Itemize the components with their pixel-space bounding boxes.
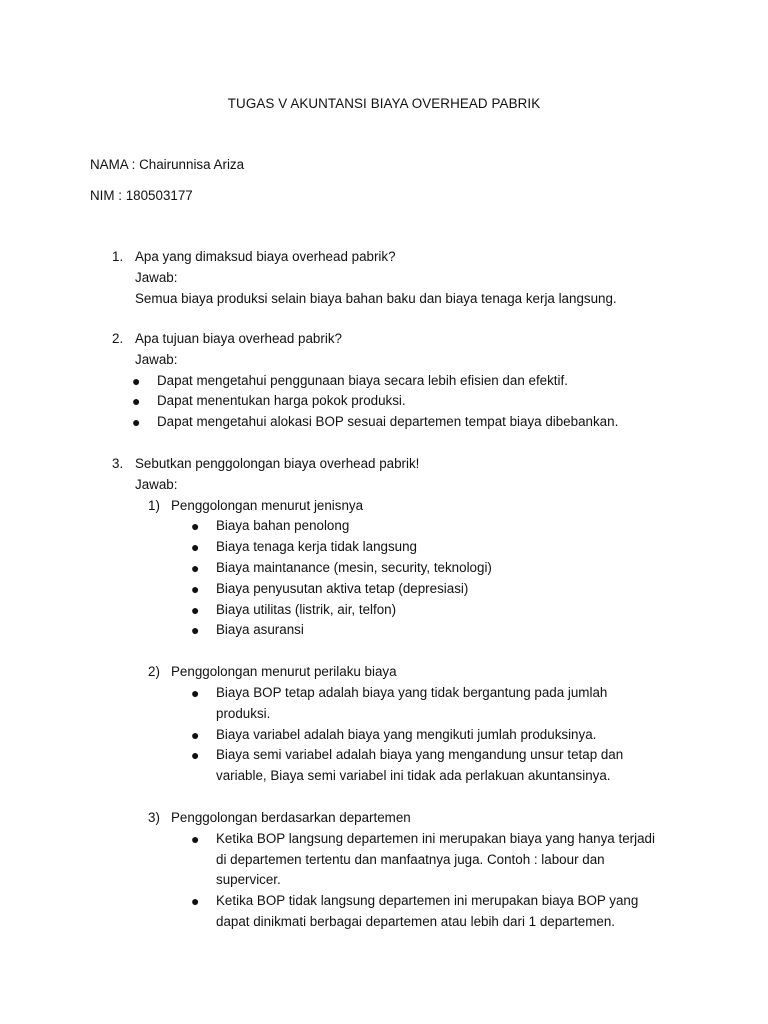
list-item: ● Biaya tenaga kerja tidak langsung: [112, 537, 712, 558]
list-item: ● Biaya utilitas (listrik, air, telfon): [112, 600, 712, 621]
classification-group-3: [112, 808, 712, 933]
answer-label: Jawab:: [135, 476, 178, 492]
bullet-icon: ●: [191, 559, 200, 576]
bullet-icon: ●: [191, 684, 200, 701]
question-number: 2.: [112, 331, 124, 346]
bullet-icon: ●: [132, 393, 141, 410]
bullet-icon: ●: [191, 601, 200, 618]
list-item: ● Biaya penyusutan aktiva tetap (depresiasi): [112, 579, 712, 600]
bullet-icon: ●: [191, 518, 200, 535]
list-item: ● Dapat mengetahui alokasi BOP sesuai departemen tempat biaya dibebankan.: [112, 412, 712, 433]
group-number: 3): [148, 809, 160, 825]
list-item: ● Dapat mengetahui penggunaan biaya secara lebih efisien dan efektif.: [112, 371, 712, 392]
group-heading: 3) Penggolongan berdasarkan departemen: [112, 808, 712, 829]
group-number: 1): [148, 497, 160, 513]
group-number: 2): [148, 664, 160, 680]
list-item: ● Biaya variabel adalah biaya yang mengikuti jumlah produksinya.: [112, 725, 656, 746]
list-item: ● Ketika BOP tidak langsung departemen ini merupakan biaya BOP yang dapat dinikmati berbagai departemen atau lebih dari 1 departemen.: [191, 893, 639, 929]
list-item: ● Dapat menentukan harga pokok produksi.: [112, 391, 712, 412]
answer-label: Jawab:: [135, 269, 178, 285]
question-number: 3.: [112, 456, 124, 471]
question-text: Sebutkan penggolongan biaya overhead pabrik!: [135, 456, 420, 471]
list-item: ● Biaya bahan penolong: [112, 516, 712, 537]
list-item: ● Ketika BOP langsung departemen ini merupakan biaya yang hanya terjadi di departemen tertentu dan manfaatnya juga. Contoh : labour dan supervicer.: [191, 830, 655, 888]
document-title: TUGAS V AKUNTANSI BIAYA OVERHEAD PABRIK: [227, 96, 541, 111]
student-name: NAMA : Chairunnisa Ariza: [90, 157, 245, 172]
bullet-icon: ●: [191, 893, 200, 910]
classification-group-1: [112, 496, 712, 642]
bullet-icon: ●: [191, 830, 200, 847]
student-nim: NIM : 180503177: [90, 188, 193, 203]
bullet-icon: ●: [191, 726, 200, 743]
bullet-icon: ●: [191, 580, 200, 597]
group-heading: 2) Penggolongan menurut perilaku biaya: [112, 662, 712, 683]
question-1: [112, 247, 712, 309]
list-item: ● Biaya BOP tetap adalah biaya yang tidak bergantung pada jumlah produksi.: [191, 684, 608, 721]
bullet-icon: ●: [132, 372, 141, 389]
classification-group-2: [112, 662, 712, 787]
question-number: 1.: [112, 249, 124, 264]
answer-text: Semua biaya produksi selain biaya bahan baku dan biaya tenaga kerja langsung.: [135, 290, 617, 306]
list-item: ● Biaya asuransi: [112, 620, 712, 641]
question-3: [112, 454, 712, 933]
bullet-icon: ●: [191, 539, 200, 556]
question-text: Apa tujuan biaya overhead pabrik?: [135, 331, 342, 346]
bullet-icon: ●: [132, 414, 141, 431]
bullet-icon: ●: [191, 622, 200, 639]
question-2: [112, 329, 712, 433]
question-text: Apa yang dimaksud biaya overhead pabrik?: [135, 249, 396, 264]
answer-label: Jawab:: [135, 351, 178, 367]
list-item: ● Biaya maintanance (mesin, security, teknologi): [112, 558, 712, 579]
list-item: ● Biaya semi variabel adalah biaya yang mengandung unsur tetap dan variable, Biaya semi variabel ini tidak ada perlakuan akuntansinya.: [191, 747, 624, 784]
bullet-icon: ●: [191, 747, 200, 764]
group-heading: 1) Penggolongan menurut jenisnya: [112, 496, 712, 517]
